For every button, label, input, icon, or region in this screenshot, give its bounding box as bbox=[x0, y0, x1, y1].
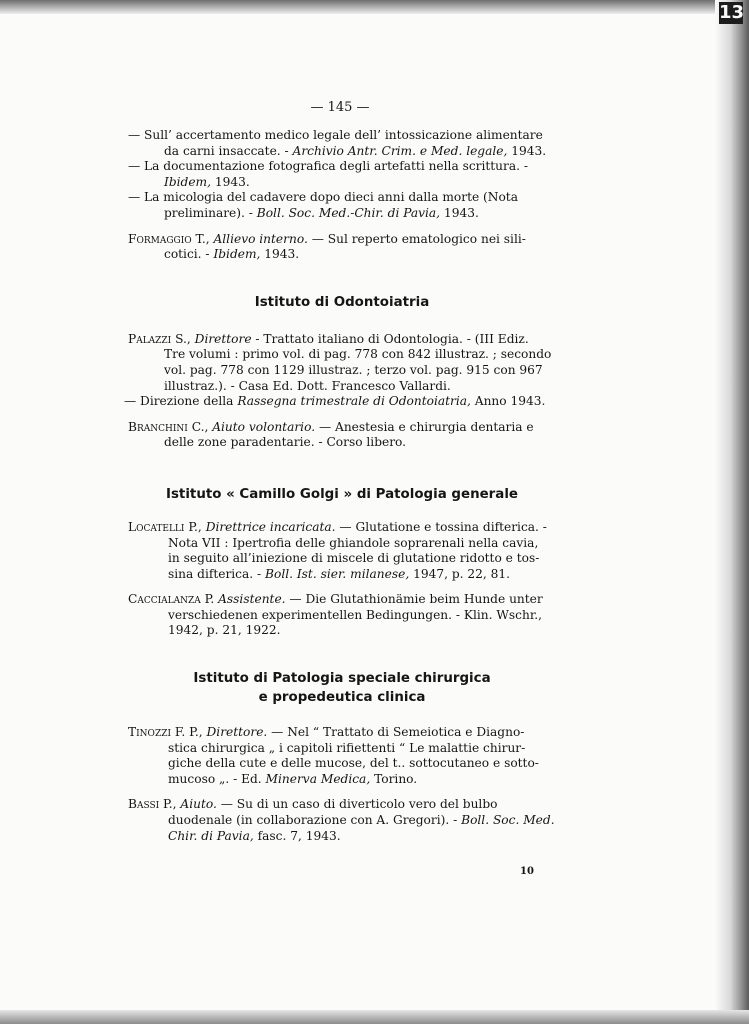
entry-tinozzi bbox=[128, 725, 556, 787]
entry-line bbox=[128, 592, 556, 608]
entry-line: — La documentazione fotografica degli artefatti nella scrittura. - bbox=[128, 159, 528, 174]
author-role: Direttrice incaricata. bbox=[205, 519, 336, 534]
journal-title: Rassegna trimestrale di Odontoiatria, bbox=[237, 394, 471, 409]
entry-year: 1943. bbox=[210, 174, 250, 189]
entry-line: stica chirurgica „ i capitoli rifiettenti “ Le malattie chirur- bbox=[168, 740, 526, 755]
entry-line bbox=[128, 829, 556, 845]
author-name: Formaggio bbox=[128, 231, 192, 246]
entry-line: 1942, p. 21, 1922. bbox=[168, 623, 281, 638]
entry-text: - Trattato italiano di Odontologia. - (III Ediz. bbox=[251, 331, 529, 346]
entry-bassi bbox=[128, 797, 556, 844]
entry-text: — Anestesia e chirurgia dentaria e bbox=[315, 419, 534, 434]
page-number: — 145 — bbox=[310, 100, 370, 115]
section-heading-patologia-generale: Istituto « Camillo Golgi » di Patologia generale bbox=[165, 486, 518, 502]
entry-text: — Glutatione e tossina difterica. - bbox=[335, 519, 547, 534]
entry-year: Anno 1943. bbox=[470, 394, 546, 409]
journal-title: Ibidem, bbox=[164, 174, 211, 189]
author-name: Bassi bbox=[128, 797, 160, 812]
entry-line: verschiedenen experimentellen Bedingungen. - Klin. Wschr., bbox=[168, 607, 543, 622]
journal-title: Minerva Medica, bbox=[265, 771, 371, 786]
section-heading-odontoiatria: Istituto di Odontoiatria bbox=[254, 294, 430, 310]
entry-year: 1943. bbox=[440, 205, 479, 220]
entry-line: illustraz.). - Casa Ed. Dott. Francesco Vallardi. bbox=[164, 378, 451, 393]
entry-line: giche della cute e delle mucose, del t.. sottocutaneo e sotto- bbox=[168, 756, 539, 771]
scan-edge-top bbox=[0, 0, 749, 14]
author-role: Aiuto volontario. bbox=[212, 419, 316, 434]
entry-line: — Sull’ accertamento medico legale dell’ intossicazione alimentare bbox=[128, 128, 543, 142]
entry-line: — La micologia del cadavere dopo dieci anni dalla morte (Nota bbox=[128, 190, 518, 205]
entry-line bbox=[128, 772, 556, 788]
entry-line bbox=[128, 144, 556, 160]
entry-line bbox=[128, 232, 556, 248]
section-heading-line: e propedeutica clinica bbox=[258, 690, 426, 706]
signature-mark: 10 bbox=[520, 866, 534, 877]
page-body bbox=[124, 128, 556, 851]
entry-formaggio bbox=[128, 232, 556, 263]
entry-line bbox=[128, 175, 556, 191]
author-name: Tinozzi bbox=[128, 725, 171, 740]
author-name: Branchini bbox=[128, 419, 188, 434]
entry-line bbox=[128, 332, 556, 348]
author-role: Direttore. bbox=[206, 725, 268, 740]
journal-title: Boll. Soc. Med.-Chir. di Pavia, bbox=[256, 205, 441, 220]
author-initial: C., bbox=[187, 419, 213, 434]
entry-line: Nota VII : Ipertrofia delle ghiandole soprarenali nella cavia, bbox=[168, 535, 539, 550]
author-initial: P. bbox=[200, 592, 219, 607]
entry-line: in seguito all’iniezione di miscele di glutatione ridotto e tos- bbox=[168, 551, 540, 566]
author-role: Direttore bbox=[194, 331, 252, 346]
entry-sullaccertamento bbox=[128, 128, 556, 222]
author-initial: P., bbox=[184, 519, 206, 534]
entry-text: mucoso „. - Ed. bbox=[168, 771, 266, 786]
scan-edge-right bbox=[715, 0, 749, 1024]
entry-branchini bbox=[128, 420, 556, 451]
entry-text: duodenale (in collaborazione con A. Gregori). - bbox=[168, 813, 462, 828]
entry-text: — Direzione della bbox=[124, 394, 238, 409]
entry-line bbox=[128, 725, 556, 741]
author-initial: S., bbox=[171, 331, 195, 346]
author-role: Allievo interno. bbox=[213, 231, 308, 246]
entry-text: — Nel “ Trattato di Semeiotica e Diagno- bbox=[267, 725, 525, 740]
entry-line: vol. pag. 778 con 1129 illustraz. ; terzo vol. pag. 915 con 967 bbox=[164, 362, 543, 377]
journal-title: Archivio Antr. Crim. e Med. legale, bbox=[292, 143, 508, 158]
author-role: Assistente. bbox=[218, 592, 286, 607]
entry-year: 1943. bbox=[507, 143, 547, 158]
author-name: Caccialanza bbox=[128, 592, 201, 607]
entry-line bbox=[128, 567, 556, 583]
journal-title: Boll. Soc. Med. bbox=[461, 813, 555, 828]
entry-line: Tre volumi : primo vol. di pag. 778 con 842 illustraz. ; secondo bbox=[164, 347, 552, 362]
entry-text: da carni insaccate. - bbox=[164, 143, 293, 158]
entry-text: cotici. - bbox=[164, 247, 214, 262]
entry-caccialanza bbox=[128, 592, 556, 639]
section-heading-patologia-chirurgica bbox=[128, 669, 556, 707]
author-initial: P., bbox=[159, 797, 181, 812]
entry-text: — Die Glutathionämie beim Hunde unter bbox=[285, 592, 543, 607]
entry-year: 1943. bbox=[260, 247, 300, 262]
entry-text: preliminare). - bbox=[164, 205, 257, 220]
entry-line bbox=[128, 420, 556, 436]
entry-line bbox=[128, 797, 556, 813]
entry-locatelli bbox=[128, 520, 556, 582]
entry-line bbox=[128, 520, 556, 536]
author-role: Aiuto. bbox=[180, 797, 217, 812]
journal-title: Chir. di Pavia, bbox=[168, 828, 254, 843]
entry-text: sina difterica. - bbox=[168, 566, 266, 581]
entry-line bbox=[128, 813, 556, 829]
section-heading-line: Istituto di Patologia speciale chirurgica bbox=[193, 671, 491, 687]
entry-line: delle zone paradentarie. - Corso libero. bbox=[164, 435, 407, 450]
author-initial: T., bbox=[191, 231, 214, 246]
entry-line bbox=[124, 394, 556, 410]
journal-title: Boll. Ist. sier. milanese, bbox=[265, 566, 410, 581]
entry-line bbox=[128, 247, 556, 263]
entry-text: — Su di un caso di diverticolo vero del bulbo bbox=[216, 797, 498, 812]
author-name: Palazzi bbox=[128, 331, 172, 346]
author-name: Locatelli bbox=[128, 519, 185, 534]
entry-year: fasc. 7, 1943. bbox=[253, 828, 341, 843]
entry-line bbox=[128, 206, 556, 222]
entry-text: Torino. bbox=[370, 771, 418, 786]
entry-palazzi bbox=[124, 331, 556, 410]
journal-title: Ibidem, bbox=[213, 247, 261, 262]
scan-edge-bottom bbox=[0, 1010, 749, 1024]
entry-text: — Sul reperto ematologico nei sili- bbox=[307, 231, 526, 246]
entry-year: 1947, p. 22, 81. bbox=[409, 566, 511, 581]
author-initial: F. P., bbox=[171, 725, 207, 740]
corner-tab: 13 bbox=[719, 2, 745, 23]
